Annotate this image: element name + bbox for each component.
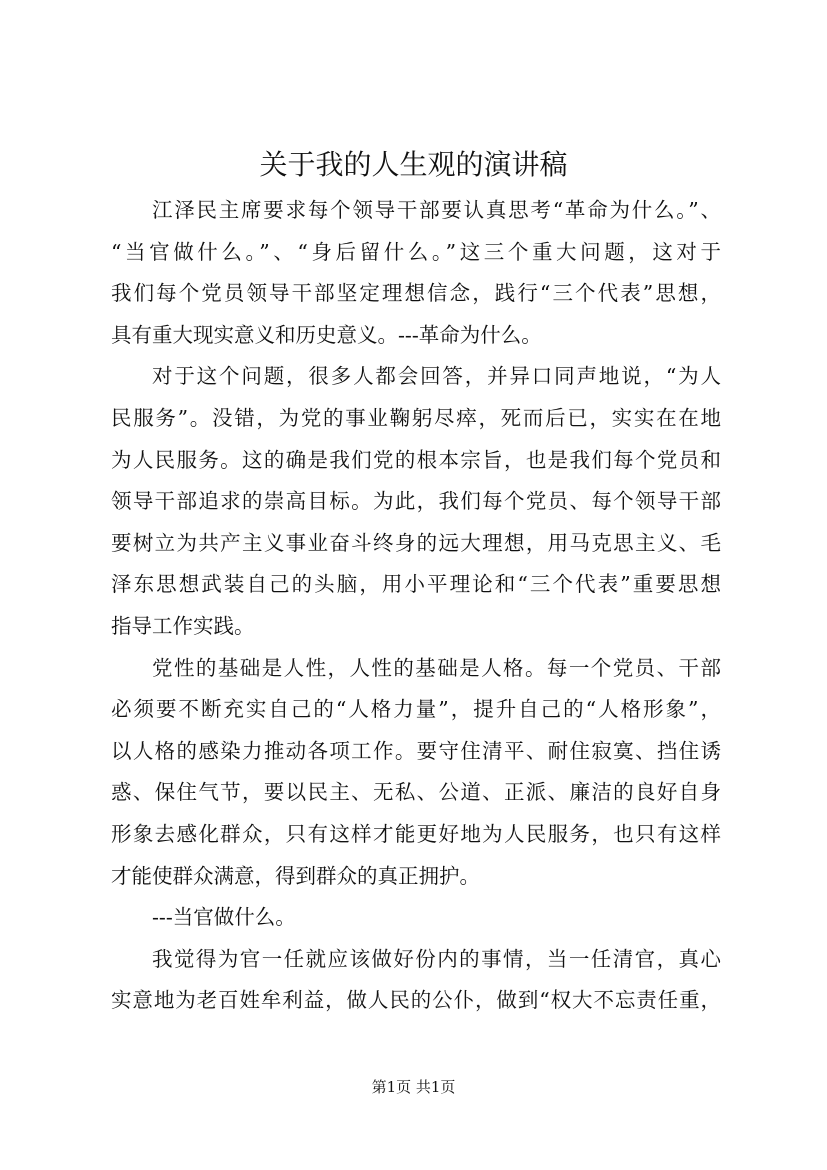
text-line: 江泽民主席要求每个领导干部要认真思考“革命为什么。”、	[152, 198, 721, 222]
page-footer: 第1页 共1页	[371, 1078, 456, 1096]
text-line: 形象去感化群众，只有这样才能更好地为人民服务，也只有这样	[111, 821, 721, 846]
text-line: 领导干部追求的崇高目标。为此，我们每个党员、每个领导干部	[111, 489, 721, 514]
text-line: 泽东思想武装自己的头脑，用小平理论和“三个代表”重要思想	[111, 572, 721, 597]
text-line: ---当官做什么。	[152, 905, 296, 930]
text-line: 才能使群众满意，得到群众的真正拥护。	[111, 863, 480, 888]
text-line: 对于这个问题，很多人都会回答，并异口同声地说，“为人	[152, 364, 721, 389]
text-line: 我觉得为官一任就应该做好份内的事情，当一任清官，真心	[152, 946, 721, 971]
text-line: 实意地为老百姓牟利益，做人民的公仆，做到“权大不忘责任重，	[111, 988, 721, 1013]
text-line: 我们每个党员领导干部坚定理想信念，践行“三个代表”思想，	[111, 281, 721, 306]
text-line: 以人格的感染力推动各项工作。要守住清平、耐住寂寞、挡住诱	[111, 738, 721, 763]
text-line: “当官做什么。”、“身后留什么。”这三个重大问题，这对于	[111, 239, 721, 264]
document-body	[111, 190, 721, 1022]
document-title: 关于我的人生观的演讲稿	[259, 148, 568, 181]
text-line: 要树立为共产主义事业奋斗终身的远大理想，用马克思主义、毛	[111, 530, 721, 555]
text-line: 民服务”。没错，为党的事业鞠躬尽瘁，死而后已，实实在在地	[111, 405, 721, 430]
text-line: 必须要不断充实自己的“人格力量”，提升自己的“人格形象”，	[111, 697, 721, 722]
text-line: 指导工作实践。	[111, 613, 255, 638]
text-line: 党性的基础是人性，人性的基础是人格。每一个党员、干部	[152, 655, 721, 680]
text-line: 惑、保住气节，要以民主、无私、公道、正派、廉洁的良好自身	[111, 780, 721, 805]
text-line: 为人民服务。这的确是我们党的根本宗旨，也是我们每个党员和	[111, 447, 721, 472]
text-line: 具有重大现实意义和历史意义。---革命为什么。	[111, 322, 542, 347]
